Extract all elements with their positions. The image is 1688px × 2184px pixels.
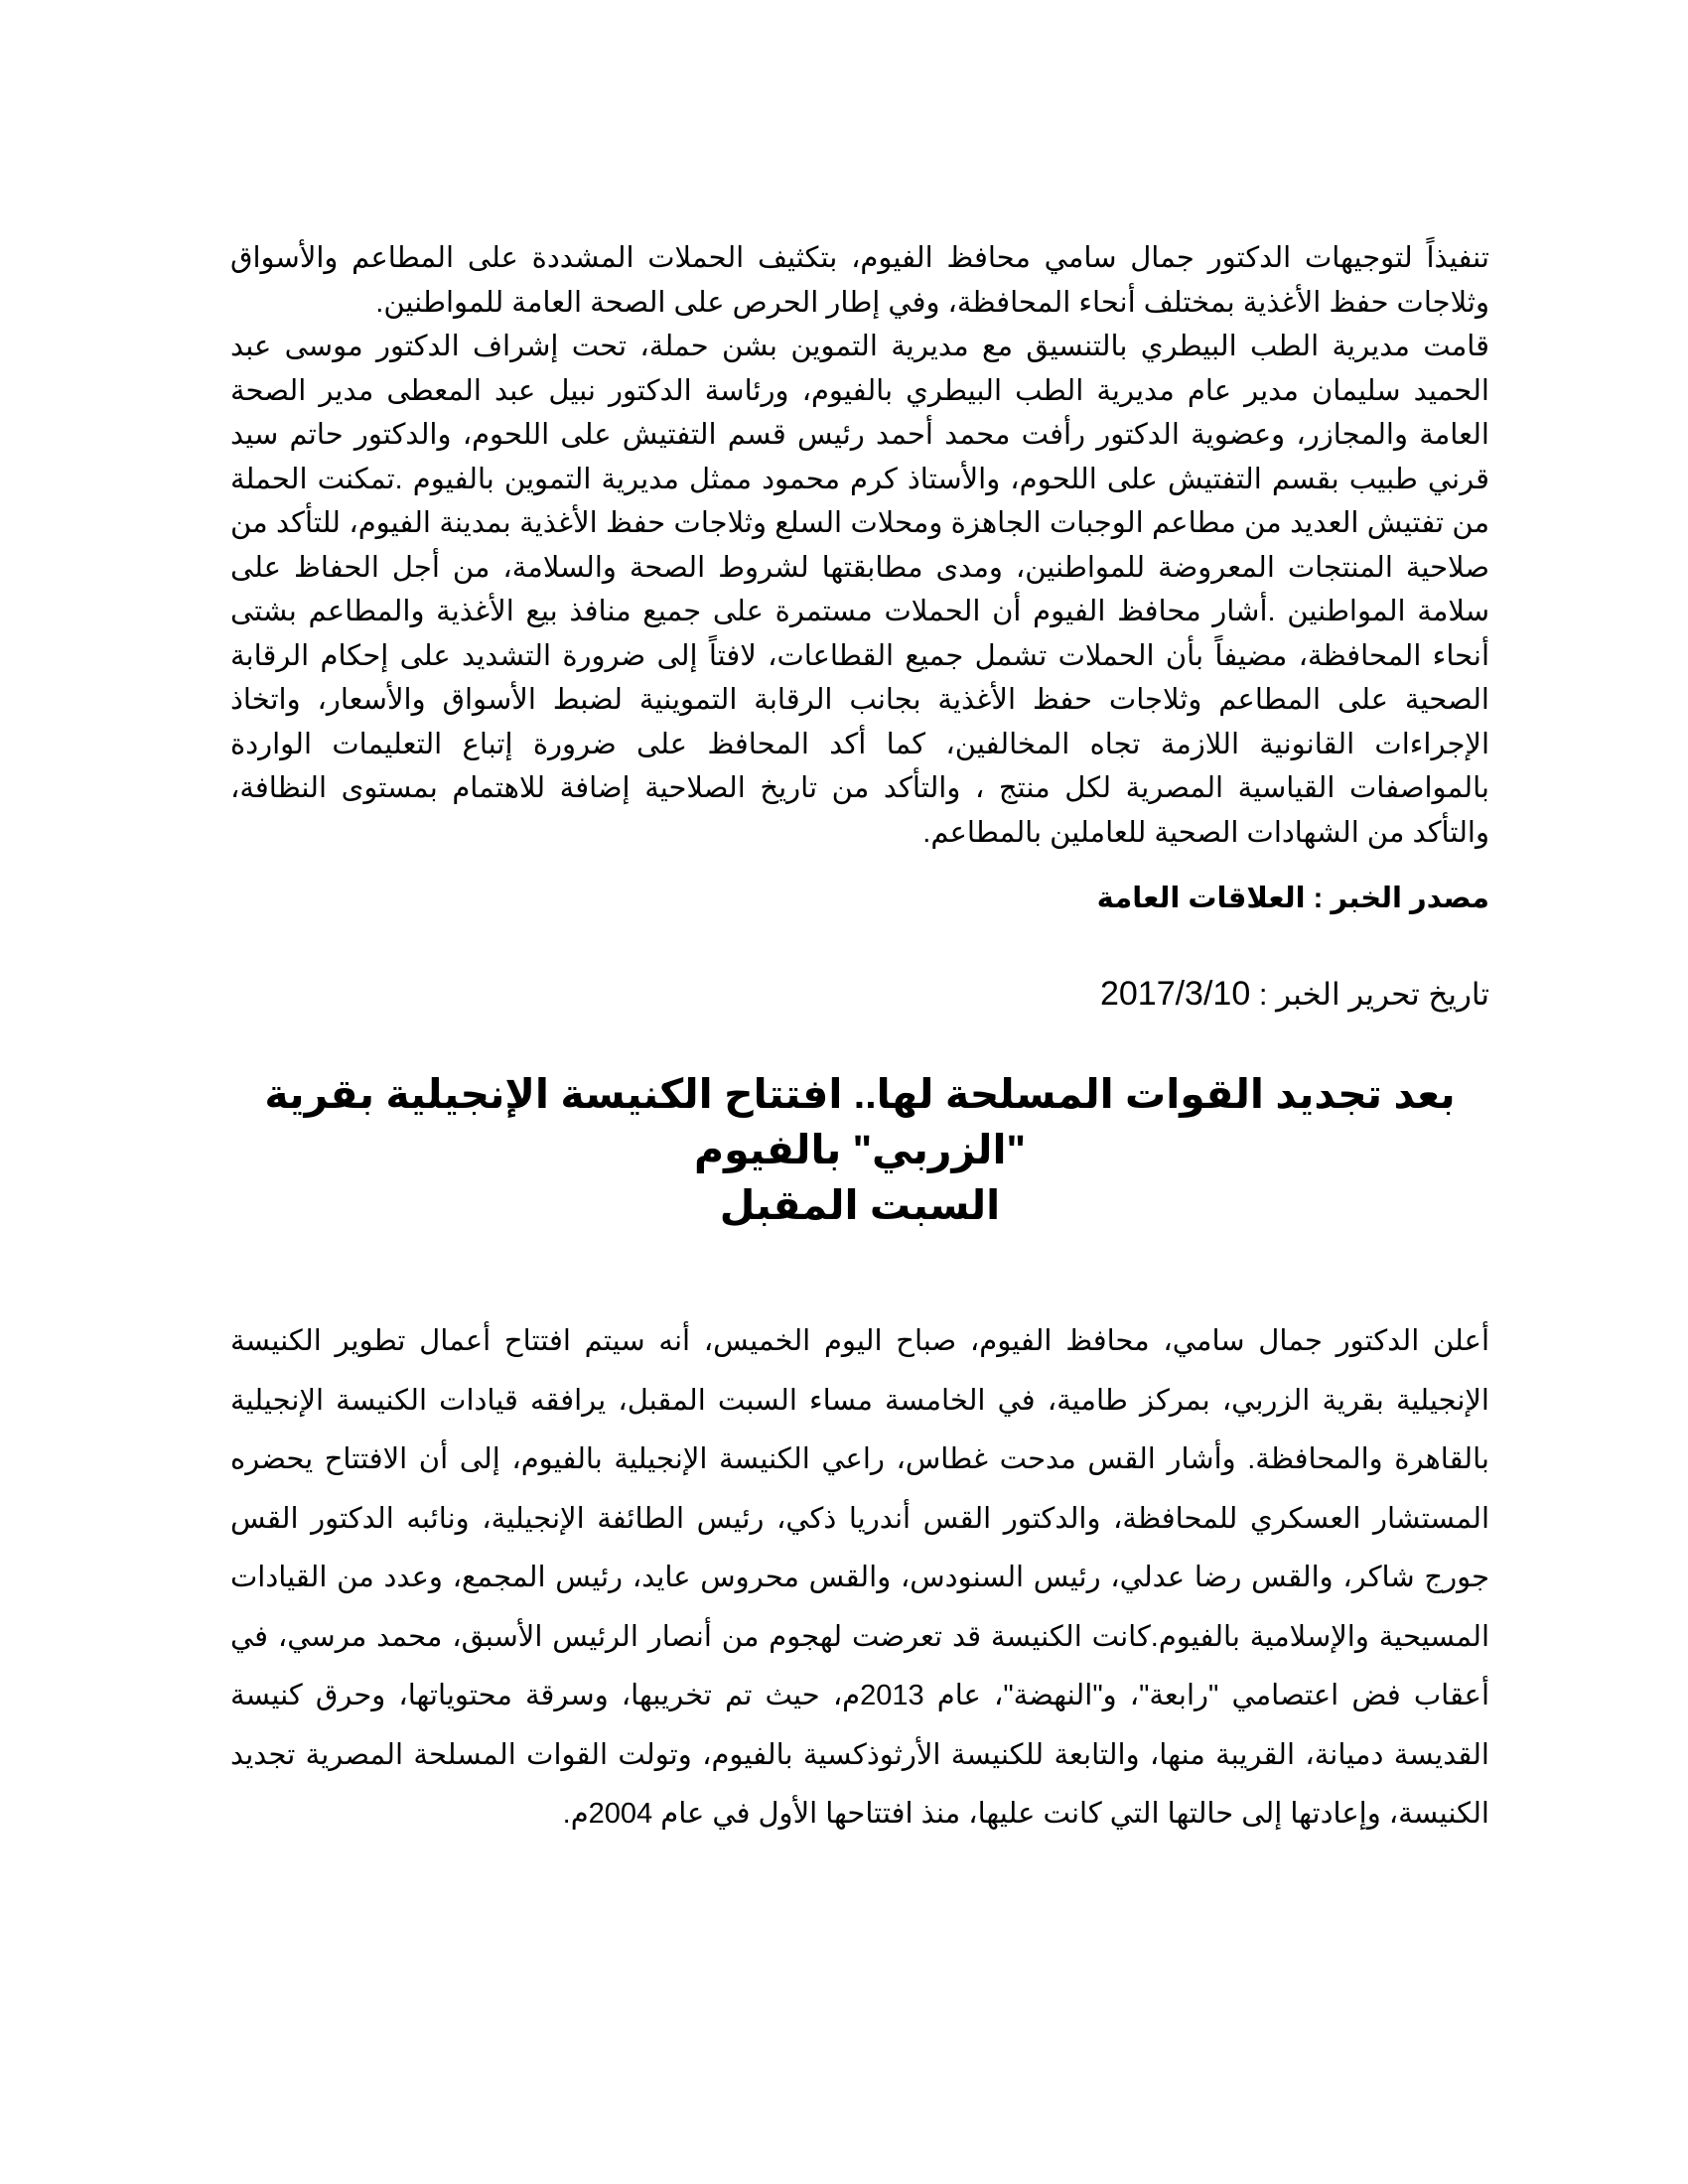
news-source: مصدر الخبر : العلاقات العامة [1096,883,1489,914]
news-date-value: 2017/3/10 [1099,975,1251,1013]
story1-paragraph-2: قامت مديرية الطب البيطري بالتنسيق مع مديرية التموين بشن حملة، تحت إشراف الدكتور موسى عبد الحميد سليمان مدير عام مديرية الطب البيطري بالفيوم، ورئاسة الدكتور نبيل عبد المعطى مدير الصحة العامة والمجازر، وعضوية الدكتور رأفت محمد أحمد رئيس قسم التفتيش على اللحوم، والدكتور حاتم سيد قرني طبيب بقسم التفتيش على اللحوم، والأستاذ كرم محمود ممثل مديرية التموين بالفيوم .تمكنت الحملة من تفتيش العديد من مطاعم الوجبات الجاهزة ومحلات السلع وثلاجات حفظ الأغذية بمدينة الفيوم، للتأكد من صلاحية المنتجات المعروضة للمواطنين، ومدى مطابقتها لشروط الصحة والسلامة، من أجل الحفاظ على سلامة المواطنين .أشار محافظ الفيوم أن الحملات مستمرة على جميع منافذ بيع الأغذية والمطاعم بشتى أنحاء المحافظة، مضيفاً بأن الحملات تشمل جميع القطاعات، لافتاً إلى ضرورة التشديد على إحكام الرقابة الصحية على المطاعم وثلاجات حفظ الأغذية بجانب الرقابة التموينية لضبط الأسواق والأسعار، واتخاذ الإجراءات القانونية اللازمة تجاه المخالفين، كما أكد المحافظ على ضرورة إتباع التعليمات الواردة بالمواصفات القياسية المصرية لكل منتج ، والتأكد من تاريخ الصلاحية إضافة للاهتمام بمستوى النظافة، والتأكد من الشهادات الصحية للعاملين بالمطاعم. [230,331,1489,849]
news-date-label: تاريخ تحرير الخبر : [1258,977,1489,1012]
story1-paragraph-1: تنفيذاً لتوجيهات الدكتور جمال سامي محافظ الفيوم، بتكثيف الحملات المشددة على المطاعم والأسواق وثلاجات حفظ الأغذية بمختلف أنحاء المحافظة، وفي إطار الحرص على الصحة العامة للمواطنين. [230,242,1489,319]
document-page [230,236,1489,1873]
headline-line-2: السبت المقبل [719,1182,1001,1228]
news-date [230,972,1489,1017]
headline-line-1: بعد تجديد القوات المسلحة لها.. افتتاح الكنيسة الإنجيلية بقرية "الزربي" بالفيوم [264,1071,1456,1172]
article-headline [230,1066,1489,1233]
article-body: أعلن الدكتور جمال سامي، محافظ الفيوم، صباح اليوم الخميس، أنه سيتم افتتاح أعمال تطوير الكنيسة الإنجيلية بقرية الزربي، بمركز طامية، في الخامسة مساء السبت المقبل، يرافقه قيادات الكنيسة الإنجيلية بالقاهرة والمحافظة. وأشار القس مدحت غطاس، راعي الكنيسة الإنجيلية بالفيوم، إلى أن الافتتاح يحضره المستشار العسكري للمحافظة، والدكتور القس أندريا ذكي، رئيس الطائفة الإنجيلية، ونائبه الدكتور القس جورج شاكر، والقس رضا عدلي، رئيس السنودس، والقس محروس عايد، رئيس المجمع، وعدد من القيادات المسيحية والإسلامية بالفيوم.كانت الكنيسة قد تعرضت لهجوم من أنصار الرئيس الأسبق، محمد مرسي، في أعقاب فض اعتصامي "رابعة"، و"النهضة"، عام 2013م، حيث تم تخريبها، وسرقة محتوياتها، وحرق كنيسة القديسة دميانة، القريبة منها، والتابعة للكنيسة الأرثوذكسية بالفيوم، وتولت القوات المسلحة المصرية تجديد الكنيسة، وإعادتها إلى حالتها التي كانت عليها، منذ افتتاحها الأول في عام 2004م. [230,1325,1490,1830]
